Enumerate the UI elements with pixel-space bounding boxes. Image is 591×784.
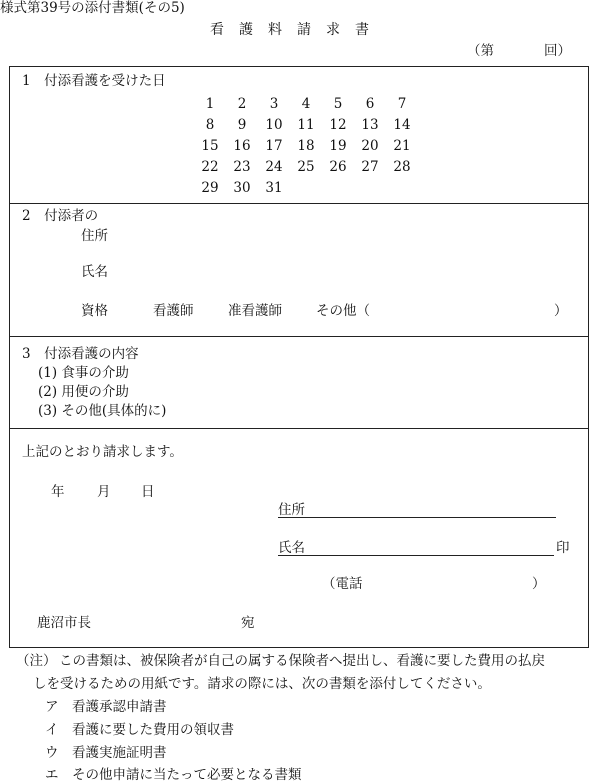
note-item: ウ 看護実施証明書 [45, 745, 167, 761]
calendar-day: 15 [201, 137, 219, 154]
document-title: 看 護 料 請 求 書 [210, 22, 370, 38]
note-line-1: この書類は、被保険者が自己の属する保険者へ提出し、看護に要した費用の払戻 [59, 653, 545, 669]
name-underline [278, 555, 554, 556]
calendar-day: 19 [329, 137, 347, 154]
calendar-day: 12 [329, 116, 347, 133]
option-nurse: 看護師 [153, 303, 194, 319]
note-item: イ 看護に要した費用の領収書 [45, 722, 234, 738]
date-day: 日 [141, 484, 155, 500]
round-prefix: （第 [467, 43, 494, 59]
addressee-honorific: 宛 [241, 615, 255, 631]
calendar-day: 8 [205, 116, 215, 133]
section-divider [10, 428, 588, 429]
address-underline [278, 517, 556, 518]
calendar-day: 3 [269, 95, 279, 112]
seal-mark: 印 [556, 540, 570, 556]
qualification-label: 資格 [81, 303, 108, 319]
option-other: その他（ [316, 303, 370, 319]
companion-name-label: 氏名 [81, 264, 108, 280]
option-assistant-nurse: 准看護師 [228, 303, 282, 319]
calendar-row [194, 93, 424, 114]
date-month: 月 [97, 484, 111, 500]
request-statement: 上記のとおり請求します。 [22, 444, 183, 460]
calendar-day: 27 [361, 158, 379, 175]
calendar-day: 26 [329, 158, 347, 175]
calendar-day: 6 [365, 95, 375, 112]
calendar-day: 4 [301, 95, 311, 112]
calendar-day: 25 [297, 158, 315, 175]
form-box [9, 66, 589, 648]
date-year: 年 [51, 484, 65, 500]
calendar-day: 20 [361, 137, 379, 154]
calendar-day: 22 [201, 158, 219, 175]
calendar-day: 28 [393, 158, 411, 175]
calendar-day: 30 [233, 179, 251, 196]
calendar-row [194, 135, 424, 156]
addressee-mayor: 鹿沼市長 [37, 615, 91, 631]
round-suffix: 回） [544, 43, 571, 59]
form-number-label: 様式第39号の添付書類(その5) [0, 0, 185, 16]
calendar-day: 7 [397, 95, 407, 112]
phone-close: ） [532, 576, 546, 592]
calendar-day: 24 [265, 158, 283, 175]
calendar-day: 13 [361, 116, 379, 133]
calendar-day: 21 [393, 137, 411, 154]
note-line-2: しを受けるための用紙です。請求の際には、次の書類を添付してください。 [33, 676, 491, 692]
calendar-day: 16 [233, 137, 251, 154]
section3-heading: 3 付添看護の内容 [22, 346, 139, 362]
companion-address-label: 住所 [81, 228, 108, 244]
calendar-row [194, 114, 424, 135]
applicant-name-label: 氏名 [278, 540, 305, 556]
calendar-day: 23 [233, 158, 251, 175]
note-label: （注） [16, 653, 57, 669]
calendar-day: 17 [265, 137, 283, 154]
calendar-day: 29 [201, 179, 219, 196]
applicant-address-label: 住所 [278, 502, 305, 518]
section-divider [10, 203, 588, 204]
calendar-row [194, 156, 424, 177]
option-other-close: ） [554, 303, 568, 319]
calendar-row [194, 177, 424, 198]
phone-label: （電話 [322, 576, 363, 592]
calendar-day: 9 [237, 116, 247, 133]
calendar-day: 1 [205, 95, 215, 112]
calendar-grid [194, 93, 424, 198]
calendar-day: 14 [393, 116, 411, 133]
note-item: エ その他申請に当たって必要となる書類 [45, 767, 302, 783]
calendar-day: 31 [265, 179, 283, 196]
calendar-day: 11 [297, 116, 315, 133]
content-item-toilet: (2) 用便の介助 [38, 384, 129, 400]
calendar-day: 10 [265, 116, 283, 133]
section1-heading: 1 付添看護を受けた日 [22, 73, 166, 89]
calendar-day: 5 [333, 95, 343, 112]
calendar-day: 2 [237, 95, 247, 112]
content-item-other: (3) その他(具体的に) [38, 403, 167, 419]
note-item: ア 看護承認申請書 [45, 699, 167, 715]
section2-heading: 2 付添者の [22, 208, 99, 224]
section-divider [10, 336, 588, 337]
content-item-meals: (1) 食事の介助 [38, 365, 129, 381]
calendar-day: 18 [297, 137, 315, 154]
